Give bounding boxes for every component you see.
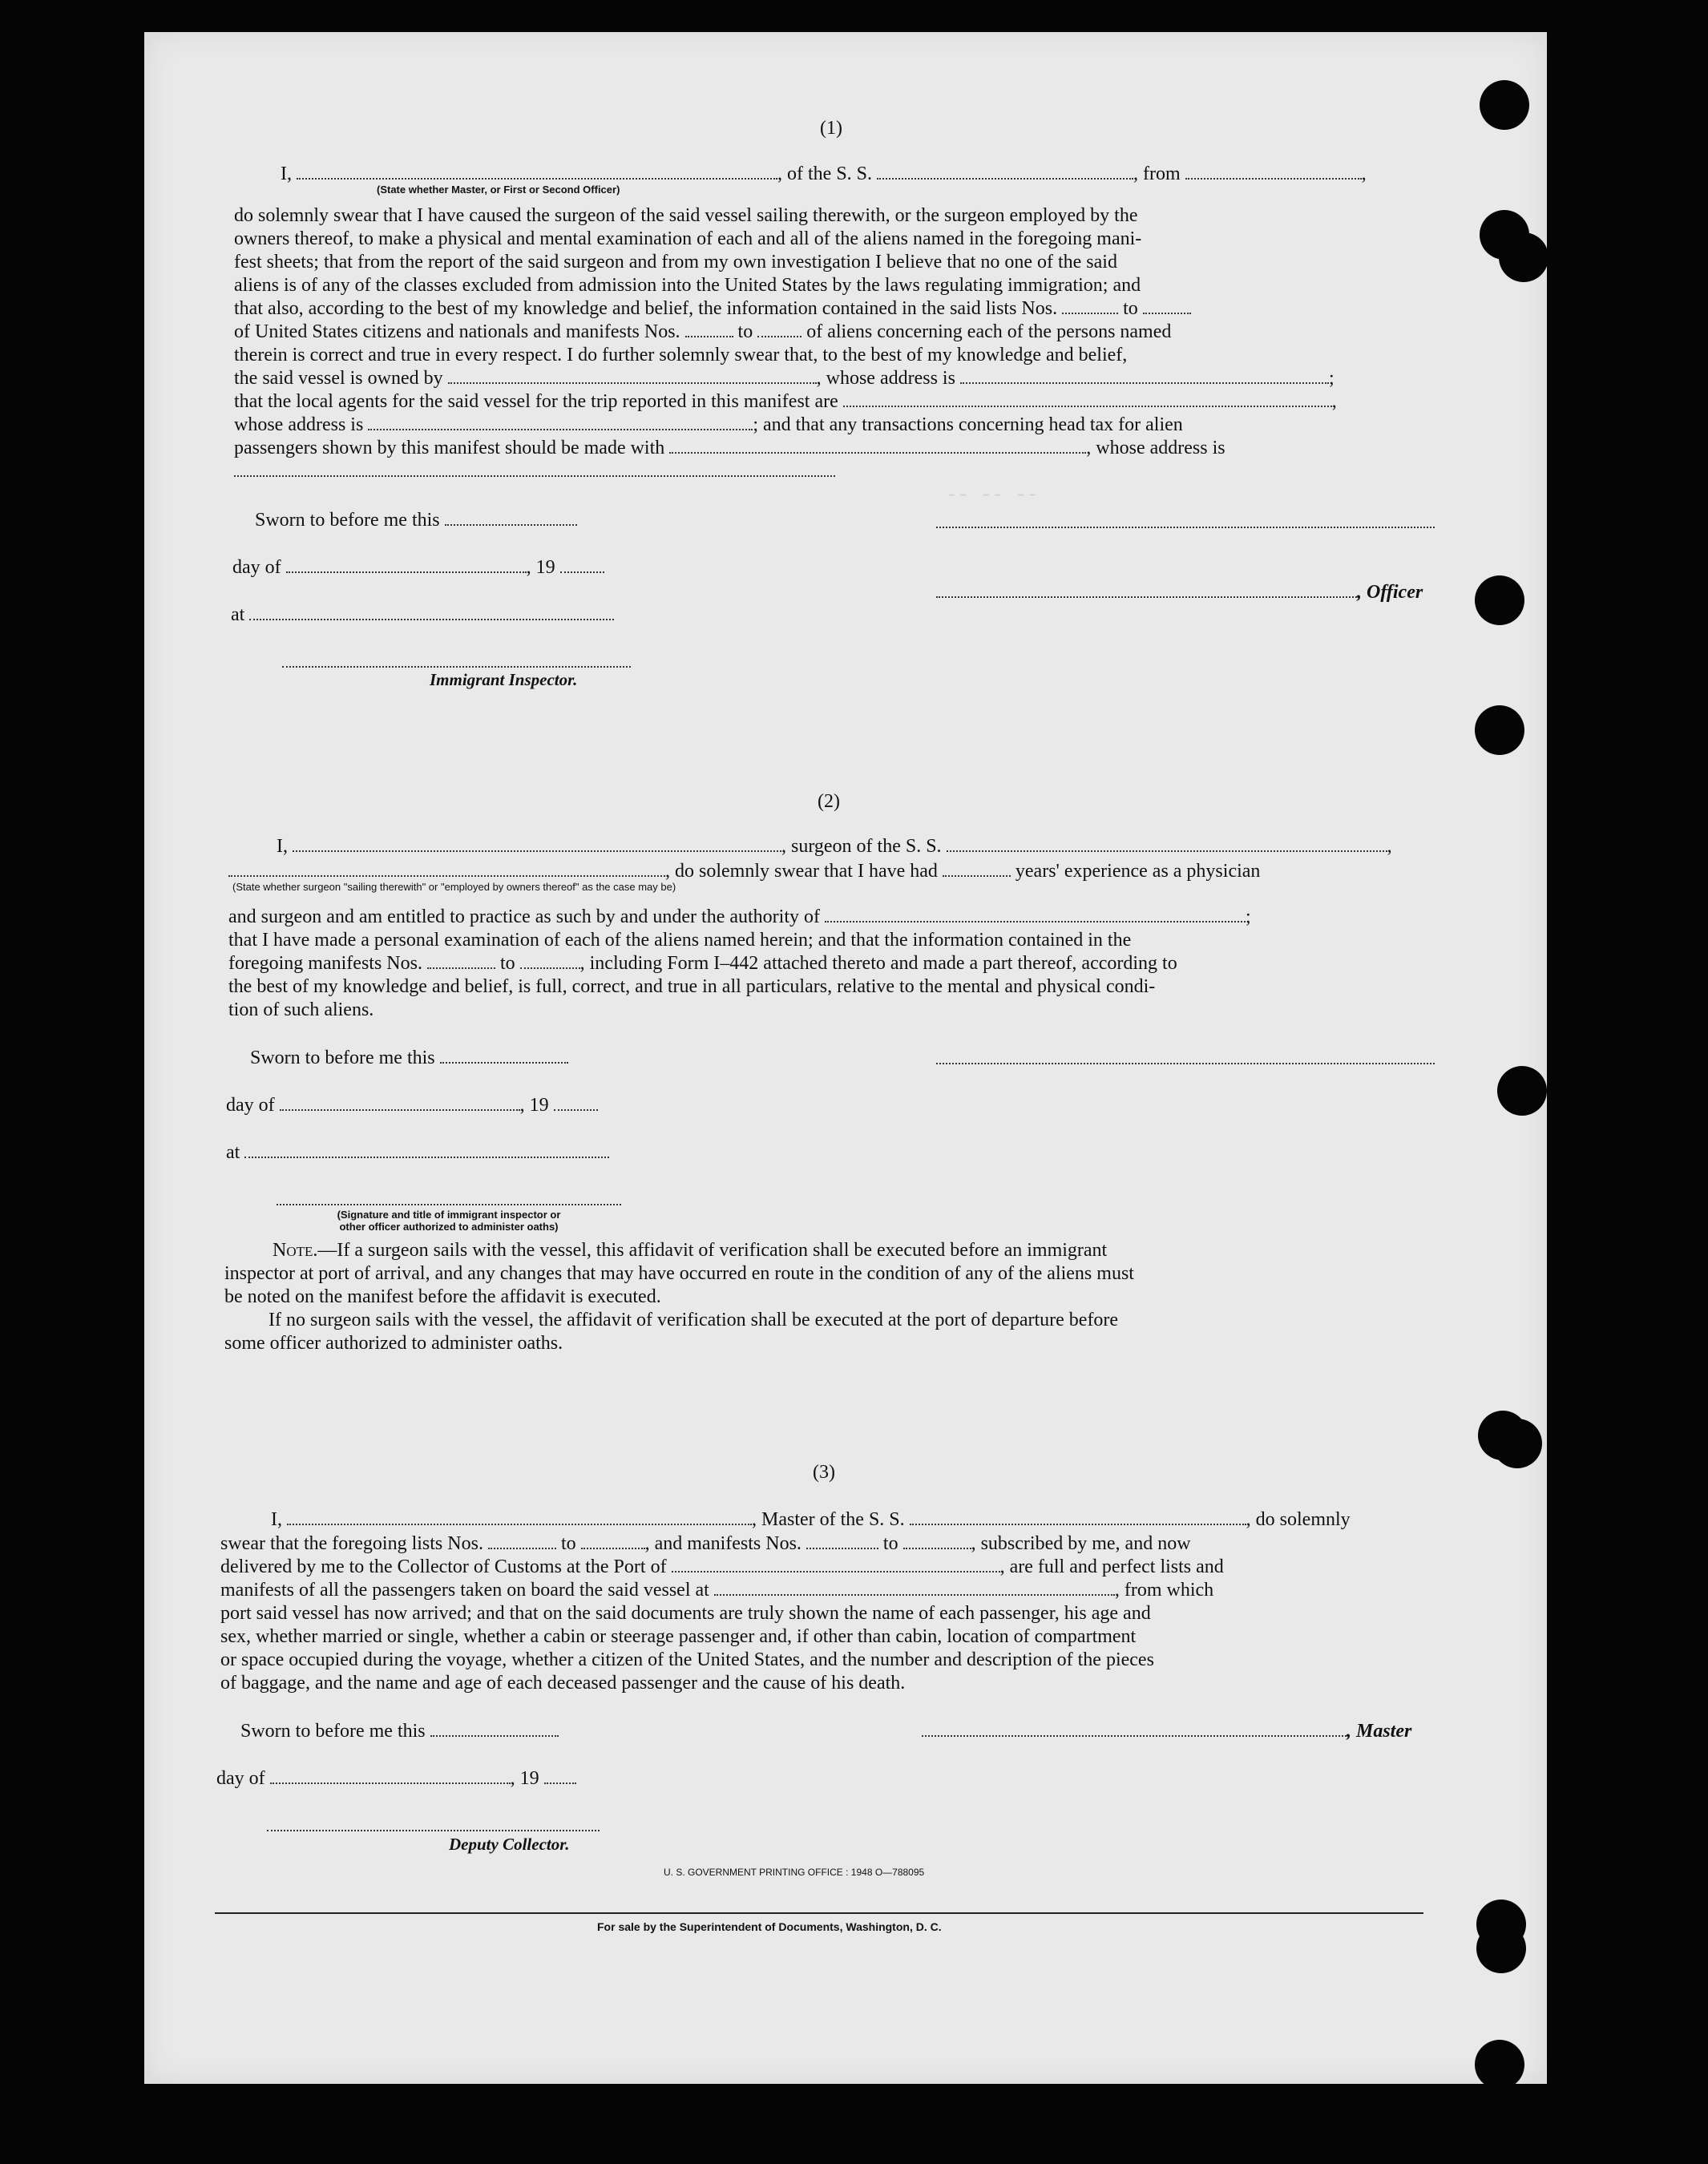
text-line: be noted on the manifest before the affidavit is executed. — [224, 1286, 661, 1307]
signature-note — [281, 1209, 617, 1233]
text-segment: of aliens concerning each of the persons named — [806, 321, 1172, 342]
section-1-line1 — [281, 164, 1367, 184]
text-line — [234, 367, 1440, 390]
from-port-field[interactable] — [1185, 177, 1362, 180]
at-place-field[interactable] — [249, 618, 614, 620]
section-1-number: (1) — [820, 118, 842, 139]
text-segment: to — [1123, 298, 1138, 319]
section-2-number: (2) — [818, 791, 840, 812]
text-segment: to — [882, 1533, 898, 1554]
text-line — [234, 460, 1440, 483]
text-segment: manifests of all the passengers taken on board the said vessel at — [220, 1580, 709, 1601]
punctuation: , — [1387, 836, 1392, 857]
text-segment: to — [737, 321, 753, 342]
master-of-ss-label: , Master of the S. S. — [752, 1509, 905, 1530]
text-segment: and surgeon and am entitled to practice as such by and under the authority of — [228, 906, 820, 927]
day-of-line-3 — [216, 1769, 576, 1788]
day-of-label: day of — [226, 1095, 275, 1116]
text-segment: years' experience as a physician — [1015, 861, 1261, 882]
inspector-signature-field[interactable] — [282, 665, 631, 668]
authorized-officer-signature-field[interactable] — [277, 1203, 621, 1205]
manifests-from-field-3[interactable] — [806, 1547, 878, 1549]
label-i: I, — [271, 1509, 282, 1530]
month-field-2[interactable] — [280, 1108, 520, 1111]
text-segment: of United States citizens and nationals and manifests Nos. — [234, 321, 680, 342]
section-3-line1 — [271, 1510, 1351, 1529]
day-of-label: day of — [232, 557, 281, 578]
master-name-field[interactable] — [287, 1523, 752, 1525]
deputy-collector-label: Deputy Collector. — [449, 1835, 570, 1854]
sworn-label: Sworn to before me this — [240, 1721, 426, 1742]
text-line: tion of such aliens. — [228, 999, 374, 1020]
text-segment: , including Form I–442 attached thereto and made a part thereof, according to — [579, 953, 1177, 974]
text-line: therein is correct and true in every respect. I do further solemnly swear that, to the best of my knowledge and belief, — [234, 345, 1128, 365]
punch-hole — [1476, 1924, 1526, 1973]
day-of-line-2 — [226, 1096, 598, 1115]
punch-hole — [1475, 705, 1524, 755]
surgeon-of-ss-label: , surgeon of the S. S. — [781, 836, 942, 857]
text-segment: , subscribed by me, and now — [971, 1533, 1191, 1554]
punch-hole — [1475, 2040, 1524, 2089]
text-segment: whose address is — [234, 414, 364, 435]
inspector-label: Immigrant Inspector. — [430, 670, 578, 689]
officer-name-field[interactable] — [297, 177, 777, 180]
owner-address-field[interactable] — [960, 382, 1329, 384]
text-segment: to — [499, 953, 515, 974]
manifests-to-field[interactable] — [757, 335, 802, 337]
punch-hole — [1480, 80, 1529, 130]
text-segment: —If a surgeon sails with the vessel, this affidavit of verification shall be executed before an immigrant — [317, 1240, 1108, 1261]
master-signature-field[interactable] — [922, 1734, 1347, 1737]
text-line — [220, 1532, 1431, 1556]
text-line — [224, 1239, 1431, 1262]
text-line: do solemnly swear that I have caused the surgeon of the said vessel sailing therewith, or the surgeon employed by the — [234, 205, 1138, 226]
authority-field[interactable] — [825, 920, 1246, 923]
punch-hole — [1475, 575, 1524, 625]
manifests-from-field[interactable] — [685, 335, 733, 337]
text-line: inspector at port of arrival, and any changes that may have occurred en route in the condition of any of the aliens must — [224, 1263, 1134, 1284]
punch-hole — [1497, 1066, 1547, 1116]
label-from: , from — [1133, 164, 1181, 184]
month-field[interactable] — [286, 571, 527, 573]
surgeon-status-field[interactable] — [228, 874, 665, 877]
text-segment: , — [1331, 391, 1337, 412]
master-signature-line — [922, 1722, 1411, 1741]
sworn-day-field-2[interactable] — [440, 1061, 568, 1064]
section-3-paragraph — [220, 1532, 1431, 1695]
sworn-label: Sworn to before me this — [250, 1048, 435, 1068]
owner-field[interactable] — [448, 382, 817, 384]
section-2-line1 — [277, 837, 1392, 856]
surgeon-note: (State whether surgeon "sailing therewith" or "employed by owners thereof" as the case may be) — [232, 881, 676, 893]
text-segment: to — [560, 1533, 576, 1554]
master-label: , Master — [1347, 1721, 1412, 1742]
surgeon-signature-field[interactable] — [936, 1062, 1435, 1064]
text-line: some officer authorized to administer oaths. — [224, 1333, 563, 1354]
text-segment: foregoing manifests Nos. — [228, 953, 422, 974]
surgeon-name-field[interactable] — [293, 850, 781, 852]
text-segment: , from which — [1114, 1580, 1214, 1601]
at-line-2 — [226, 1143, 609, 1162]
year-field-2[interactable] — [554, 1108, 598, 1111]
lists-from-field[interactable] — [1062, 312, 1118, 314]
text-segment: , do solemnly — [1246, 1509, 1351, 1530]
text-segment: swear that the foregoing lists Nos. — [220, 1533, 483, 1554]
sale-notice: For sale by the Superintendent of Documents, Washington, D. C. — [597, 1920, 942, 1933]
punch-hole — [1492, 1419, 1542, 1468]
text-line — [234, 437, 1440, 460]
sworn-day-field-3[interactable] — [430, 1734, 559, 1737]
text-line: sex, whether married or single, whether a cabin or steerage passenger and, if other than cabin, location of compartment — [220, 1626, 1137, 1647]
port-field[interactable] — [672, 1570, 1000, 1573]
officer-label: , Officer — [1357, 582, 1423, 603]
officer-signature-field-1[interactable] — [936, 526, 1435, 528]
sworn-label: Sworn to before me this — [255, 510, 440, 531]
head-tax-address-field[interactable] — [234, 474, 835, 477]
local-agents-field[interactable] — [843, 405, 1332, 407]
year-field[interactable] — [560, 571, 604, 573]
text-segment: , whose address is — [816, 368, 955, 389]
note-label: Note. — [273, 1240, 318, 1261]
text-line: aliens is of any of the classes excluded from admission into the United States by the laws regulating immigration; and — [234, 275, 1141, 296]
section-2-line2 — [228, 862, 1260, 881]
text-line: or space occupied during the voyage, whether a citizen of the United States, and the number and description of the pieces — [220, 1649, 1154, 1670]
text-line — [234, 390, 1440, 414]
ship-name-field-2[interactable] — [947, 850, 1387, 852]
year-label: , 19 — [526, 557, 555, 578]
text-line: the best of my knowledge and belief, is full, correct, and true in all particulars, relative to the mental and physical condi- — [228, 976, 1156, 997]
text-line — [228, 906, 1435, 929]
lists-to-field[interactable] — [1143, 312, 1191, 314]
officer-signature-field-2[interactable] — [936, 596, 1357, 598]
head-tax-party-field[interactable] — [669, 451, 1086, 454]
ship-name-field[interactable] — [877, 177, 1133, 180]
text-line — [234, 321, 1440, 344]
sworn-day-field[interactable] — [445, 523, 577, 526]
text-line — [220, 1579, 1431, 1602]
text-line: that I have made a personal examination of each of the aliens named herein; and that the information contained in the — [228, 930, 1132, 951]
day-of-label: day of — [216, 1768, 265, 1789]
at-label: at — [231, 604, 245, 625]
text-segment: , do solemnly swear that I have had — [665, 861, 938, 882]
text-line: of baggage, and the name and age of each deceased passenger and the cause of his death. — [220, 1673, 906, 1694]
years-experience-field[interactable] — [943, 874, 1011, 877]
ship-name-field-3[interactable] — [910, 1523, 1246, 1525]
manifests-from-field-2[interactable] — [427, 967, 495, 969]
year-label: , 19 — [510, 1768, 539, 1789]
text-line: If no surgeon sails with the vessel, the affidavit of verification shall be executed at the port of departure before — [269, 1310, 1119, 1330]
label-i: I, — [281, 164, 292, 184]
day-of-line-1 — [232, 558, 604, 577]
lists-to-field-3[interactable] — [581, 1547, 645, 1549]
text-segment: , and manifests Nos. — [644, 1533, 802, 1554]
text-line: owners thereof, to make a physical and mental examination of each and all of the aliens named in the foregoing mani- — [234, 228, 1142, 249]
text-segment: the said vessel is owned by — [234, 368, 443, 389]
signature-note-line: other officer authorized to administer oaths) — [339, 1221, 559, 1233]
lists-from-field-3[interactable] — [488, 1547, 556, 1549]
text-segment: ; and that any transactions concerning head tax for alien — [753, 414, 1183, 435]
year-label: , 19 — [519, 1095, 549, 1116]
section-1-paragraph — [234, 204, 1440, 483]
sworn-line-1 — [255, 511, 577, 530]
deputy-collector-signature-field[interactable] — [267, 1829, 600, 1831]
text-line — [228, 952, 1435, 975]
text-segment: , are full and perfect lists and — [999, 1556, 1224, 1577]
signature-note-line: (Signature and title of immigrant inspector or — [337, 1209, 561, 1221]
text-line — [234, 414, 1440, 437]
text-segment: that also, according to the best of my knowledge and belief, the information contained in the said lists Nos. — [234, 298, 1058, 319]
sworn-line-3 — [240, 1722, 559, 1741]
text-segment: that the local agents for the said vessel for the trip reported in this manifest are — [234, 391, 838, 412]
embarkation-port-field[interactable] — [714, 1593, 1115, 1596]
text-line — [220, 1556, 1431, 1579]
bottom-rule — [215, 1912, 1423, 1914]
text-segment: passengers shown by this manifest should be made with — [234, 438, 665, 458]
at-label: at — [226, 1142, 240, 1163]
month-field-3[interactable] — [270, 1782, 511, 1784]
section-2-paragraph — [228, 906, 1435, 1022]
label-i: I, — [277, 836, 288, 857]
bleed-through-text: -- -- -- — [946, 485, 1039, 507]
note-paragraph — [224, 1239, 1431, 1355]
text-segment: ; — [1328, 368, 1335, 389]
text-segment: ; — [1246, 906, 1251, 927]
punch-hole — [1499, 232, 1549, 282]
text-line: fest sheets; that from the report of the said surgeon and from my own investigation I believe that no one of the said — [234, 252, 1117, 273]
year-field-3[interactable] — [544, 1782, 576, 1784]
label-of-ss: , of the S. S. — [777, 164, 873, 184]
at-place-field-2[interactable] — [244, 1156, 609, 1158]
text-segment: delivered by me to the Collector of Customs at the Port of — [220, 1556, 667, 1577]
agents-address-field[interactable] — [368, 428, 753, 430]
punctuation: , — [1361, 164, 1367, 184]
manifests-to-field-2[interactable] — [520, 967, 580, 969]
at-line-1 — [231, 605, 614, 624]
officer-note: (State whether Master, or First or Second Officer) — [377, 184, 620, 196]
sworn-line-2 — [250, 1048, 568, 1068]
officer-signature-line — [936, 583, 1423, 602]
section-3-number: (3) — [813, 1462, 835, 1483]
manifests-to-field-3[interactable] — [903, 1547, 971, 1549]
text-segment: , whose address is — [1086, 438, 1225, 458]
gpo-imprint: U. S. GOVERNMENT PRINTING OFFICE : 1948 O—788095 — [664, 1867, 925, 1878]
text-line: port said vessel has now arrived; and that on the said documents are truly shown the name of each passenger, his age and — [220, 1603, 1151, 1624]
text-line — [234, 297, 1440, 321]
